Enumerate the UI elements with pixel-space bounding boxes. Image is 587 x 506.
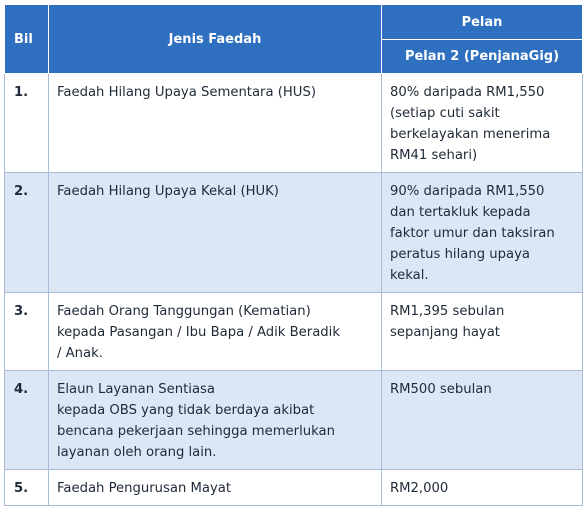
header-bil: Bil [5,5,49,74]
table-header [5,5,583,74]
text-line: 90% daripada RM1,550 [390,184,545,199]
row-number: 2. [5,173,49,293]
table-row [5,74,583,173]
header-jenis-faedah: Jenis Faedah [49,5,382,74]
text-line: Faedah Orang Tanggungan (Kematian) [57,304,311,319]
benefit-name [49,371,382,470]
text-line: peratus hilang upaya [390,247,530,262]
table-row [5,293,583,371]
text-line: Elaun Layanan Sentiasa [57,382,215,397]
text-line: Faedah Hilang Upaya Sementara (HUS) [57,85,316,100]
text-line: layanan oleh orang lain. [57,445,217,460]
text-line: bencana pekerjaan sehingga memerlukan [57,424,335,439]
text-line: 80% daripada RM1,550 [390,85,545,100]
row-number: 4. [5,371,49,470]
text-line: (setiap cuti sakit [390,106,500,121]
text-line: RM41 sehari) [390,148,478,163]
benefits-table-container [4,4,582,506]
benefit-name [49,173,382,293]
text-line: RM1,395 sebulan [390,304,505,319]
row-number: 1. [5,74,49,173]
benefits-table [4,4,583,506]
text-line: RM2,000 [390,481,449,496]
row-number: 3. [5,293,49,371]
benefit-name [49,293,382,371]
text-line: kekal. [390,268,429,283]
benefit-name [49,470,382,506]
text-line: faktor umur dan taksiran [390,226,555,241]
benefit-name [49,74,382,173]
text-line: Faedah Hilang Upaya Kekal (HUK) [57,184,279,199]
text-line: / Anak. [57,346,103,361]
text-line: dan tertakluk kepada [390,205,531,220]
row-number: 5. [5,470,49,506]
benefit-amount [382,371,583,470]
table-row [5,371,583,470]
text-line: kepada OBS yang tidak berdaya akibat [57,403,315,418]
table-row [5,470,583,506]
text-line: sepanjang hayat [390,325,500,340]
table-row [5,173,583,293]
text-line: berkelayakan menerima [390,127,551,142]
benefit-amount [382,74,583,173]
benefit-amount [382,470,583,506]
header-pelan-2: Pelan 2 (PenjanaGig) [382,40,583,74]
text-line: kepada Pasangan / Ibu Bapa / Adik Beradik [57,325,340,340]
benefit-amount [382,293,583,371]
text-line: RM500 sebulan [390,382,492,397]
header-pelan: Pelan [382,5,583,40]
benefit-amount [382,173,583,293]
text-line: Faedah Pengurusan Mayat [57,481,232,496]
